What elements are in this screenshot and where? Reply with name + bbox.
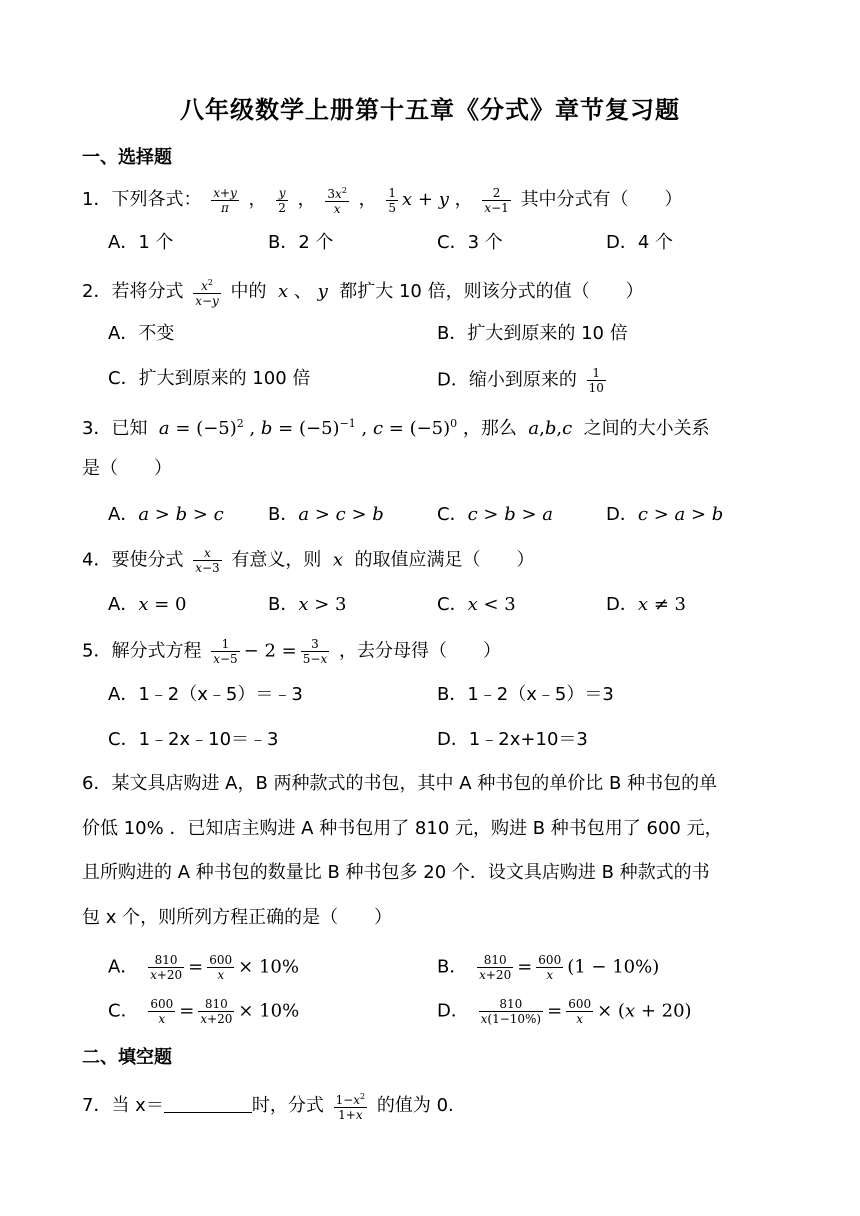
q3-option-a: A．a > b > c (108, 504, 224, 525)
question-1: 1．下列各式： $\frac{x+y}{\pi}$ ， $\frac{y}{2}$ ， $\frac{3x^2}{x}$ ， $\frac{1}{5}$ x + y ， $\frac{2}{x-1}$ 其中分式有（ ） (82, 185, 683, 216)
q5-option-b: B．1﹣2（x﹣5）＝3 (437, 684, 614, 705)
q2-option-c: C．扩大到原来的 100 倍 (108, 368, 311, 389)
q4-option-a: A．x = 0 (108, 594, 187, 615)
question-4: 4．要使分式 $\frac{x}{x-3}$ 有意义，则 x 的取值应满足（ ） (82, 546, 535, 575)
answer-blank[interactable] (164, 1094, 252, 1113)
q4-option-d: D．x ≠ 3 (606, 594, 687, 615)
q6-option-c: C． $\frac{600}{x}$ = $\frac{810}{x+20}$ × 10% (108, 997, 300, 1026)
q3-option-b: B．a > c > b (268, 504, 384, 525)
question-5: 5．解分式方程 $\frac{1}{x-5}$ − 2 = $\frac{3}{5-x}$ ，去分母得（ ） (82, 637, 501, 666)
q3-option-c: C．c > b > a (437, 504, 553, 525)
section-heading-fill: 二、填空题 (82, 1047, 172, 1068)
q5-option-d: D．1﹣2x+10＝3 (437, 729, 588, 750)
question-6-line-4: 包 x 个，则所列方程正确的是（ ） (82, 907, 393, 928)
q1-option-a: A．1 个 (108, 232, 174, 253)
q6-option-d: D． $\frac{810}{x(1-10\%)}$ = $\frac{600}{x}$ × (x + 20) (437, 997, 692, 1026)
q1-option-c: C．3 个 (437, 232, 503, 253)
question-2: 2．若将分式 $\frac{x^2}{x-y}$ 中的 x 、 y 都扩大 10 倍，则该分式的值（ ） (82, 278, 644, 308)
q1-option-d: D．4 个 (606, 232, 674, 253)
question-6-line-2: 价低 10% ．已知店主购进 A 种书包用了 810 元，购进 B 种书包用了 600 元， (82, 818, 723, 839)
question-3: 3．已知 $a = (-5)^2$ , $b = (-5)^{-1}$ , $c = (-5)^0$ ，那么 a,b,c 之间的大小关系 (82, 417, 710, 439)
question-6-line-3: 且所购进的 A 种书包的数量比 B 种书包多 20 个．设文具店购进 B 种款式的书 (82, 862, 710, 883)
page-title: 八年级数学上册第十五章《分式》章节复习题 (180, 96, 680, 124)
q2-option-a: A．不变 (108, 323, 175, 344)
q6-option-b: B． $\frac{810}{x+20}$ = $\frac{600}{x}$ (1 − 10%) (437, 953, 660, 982)
q2-option-d: D．缩小到原来的 $\frac{1}{10}$ (437, 366, 604, 395)
question-3-line-2: 是（ ） (82, 458, 172, 479)
q3-option-d: D．c > a > b (606, 504, 724, 525)
question-7: 7．当 x＝ 时，分式 $\frac{1-x^2}{1+x}$ 的值为 0. (82, 1092, 454, 1122)
q2-option-b: B．扩大到原来的 10 倍 (437, 323, 628, 344)
q5-option-c: C．1﹣2x﹣10＝﹣3 (108, 729, 279, 750)
question-6-line-1: 6．某文具店购进 A，B 两种款式的书包，其中 A 种书包的单价比 B 种书包的单 (82, 773, 718, 794)
q4-option-b: B．x > 3 (268, 594, 347, 615)
section-heading-choice: 一、选择题 (82, 147, 172, 168)
q5-option-a: A．1﹣2（x﹣5）＝﹣3 (108, 684, 303, 705)
q4-option-c: C．x < 3 (437, 594, 516, 615)
q1-option-b: B．2 个 (268, 232, 334, 253)
q6-option-a: A． $\frac{810}{x+20}$ = $\frac{600}{x}$ × 10% (108, 953, 299, 982)
